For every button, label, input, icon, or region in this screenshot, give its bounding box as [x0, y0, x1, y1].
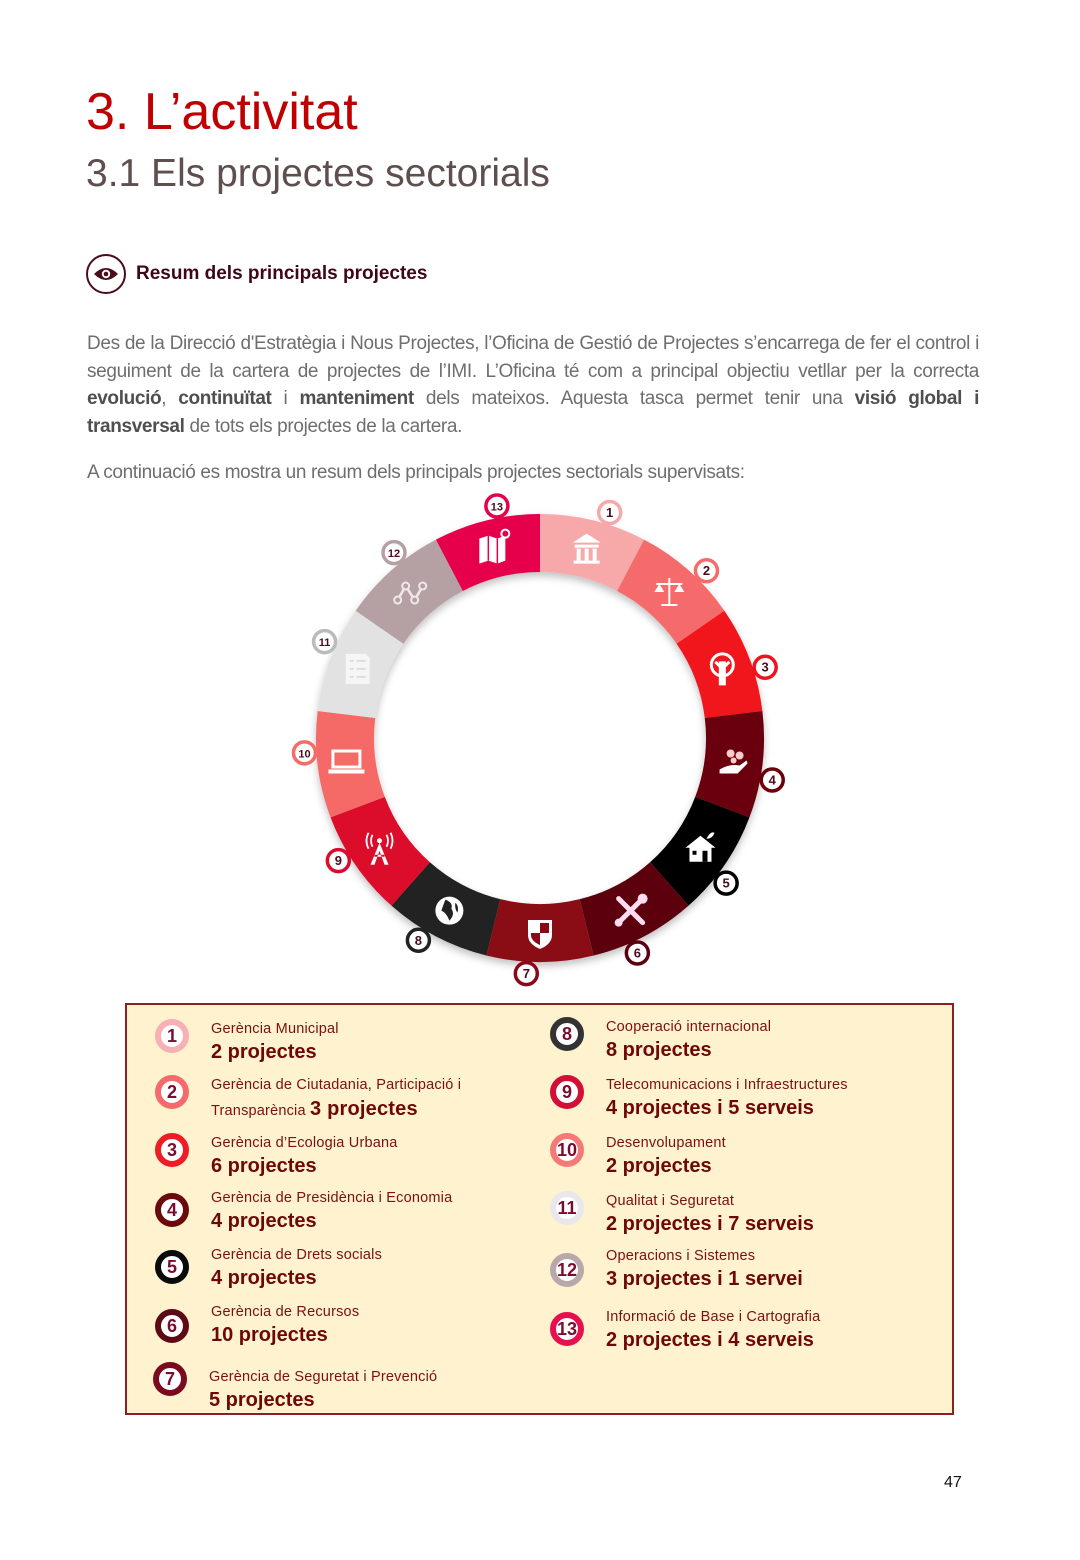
globe-icon [435, 897, 463, 925]
ring-badge-label: 4 [768, 772, 776, 788]
bold-manteniment: manteniment [299, 388, 414, 409]
ring-badge-10 [293, 742, 315, 764]
legend-name: Operacions i Sistemes [606, 1248, 756, 1264]
badge-4: 4 [155, 1193, 189, 1227]
laptop-icon [328, 750, 364, 774]
ring-badge-label: 6 [633, 945, 641, 961]
badge-8: 8 [550, 1017, 584, 1051]
ring-badge-1 [599, 502, 621, 524]
ring-badge-label: 10 [298, 748, 311, 761]
intro-separator: i [271, 388, 300, 409]
badge-2: 2 [155, 1075, 189, 1109]
badge-13: 13 [550, 1312, 584, 1346]
badge-10: 10 [550, 1133, 584, 1167]
legend-box [125, 1003, 954, 1415]
legend-name: Gerència de Seguretat i Prevenció [209, 1369, 438, 1385]
ring-badge-9 [327, 850, 349, 872]
intro-text: Des de la Direcció d'Estratègia i Nous Projectes, l’Oficina de Gestió de Projectes s’encarrega de fer el control i seguiment de la cartera de projectes de l’IMI. L’Oficina té com a principal objectiu vetllar per la correcta [87, 333, 979, 382]
ring-badge-6 [626, 942, 648, 964]
legend-count: 8 projectes [606, 1039, 712, 1061]
legend-name: Cooperació internacional [606, 1019, 772, 1035]
legend-name: Gerència Municipal [211, 1021, 339, 1037]
legend-name: Gerència d’Ecologia Urbana [211, 1135, 398, 1151]
legend-count: 2 projectes i 4 serveis [606, 1329, 814, 1351]
intro-separator: , [161, 388, 179, 409]
ring-badge-label: 5 [722, 875, 730, 891]
ring-badge-8 [407, 929, 429, 951]
legend-count: 10 projectes [211, 1324, 328, 1346]
ring-badge-11 [314, 631, 336, 653]
badge-7: 7 [153, 1362, 187, 1396]
legend-name: Gerència de Presidència i Economia [211, 1190, 453, 1206]
legend-count: 5 projectes [209, 1389, 315, 1411]
ring-badge-label: 2 [702, 563, 711, 579]
intro-text: de tots els projectes de la cartera. [184, 415, 463, 437]
ring-badge-label: 7 [522, 966, 530, 982]
legend-count: 2 projectes [606, 1155, 712, 1177]
ring-badge-label: 11 [318, 637, 331, 650]
legend-name: Desenvolupament [606, 1135, 726, 1151]
ring-badge-label: 8 [414, 932, 423, 948]
eye-icon [86, 254, 126, 294]
legend-name: Qualitat i Seguretat [606, 1193, 735, 1209]
ring-badge-7 [515, 963, 537, 985]
badge-12: 12 [550, 1253, 584, 1287]
legend-count: 2 projectes [211, 1041, 317, 1063]
projects-ring-diagram [290, 490, 790, 990]
legend-count: 4 projectes i 5 serveis [606, 1097, 814, 1119]
bold-continuitat: continuïtat [178, 388, 272, 409]
badge-5: 5 [155, 1250, 189, 1284]
badge-11: 11 [550, 1191, 584, 1225]
legend-count: 3 projectes i 1 servei [606, 1268, 803, 1290]
ring-badge-5 [715, 872, 737, 894]
badge-3: 3 [155, 1133, 189, 1167]
ring-badge-label: 13 [490, 501, 504, 514]
intro-text: dels mateixos. Aquesta tasca permet tenir una [413, 388, 855, 409]
legend-count: 6 projectes [211, 1155, 317, 1177]
chapter-title: 3. L’activitat [86, 83, 358, 141]
summary-intro: A continuació es mostra un resum dels principals projectes sectorials supervisats: [87, 462, 745, 483]
ring-badge-label: 3 [761, 659, 769, 675]
ring-badge-4 [761, 769, 783, 791]
legend-count: 4 projectes [211, 1210, 317, 1232]
checklist-icon [346, 654, 370, 684]
section-subtitle: 3.1 Els projectes sectorials [86, 152, 550, 195]
ring-badge-label: 12 [387, 548, 401, 561]
legend-name: Telecomunicacions i Infraestructures [606, 1077, 848, 1093]
badge-1: 1 [155, 1019, 189, 1053]
section-title: Resum dels principals projectes [136, 263, 428, 284]
legend-count: 3 projectes [309, 1098, 418, 1120]
ring-badge-13 [486, 495, 508, 517]
ring-badge-3 [754, 656, 776, 678]
bold-evolucio: evolució [87, 388, 162, 409]
ring-badge-12 [383, 542, 405, 564]
legend-name-line2 [211, 1097, 418, 1123]
ring-badge-label: 9 [334, 853, 342, 869]
section-heading [86, 254, 427, 294]
intro-paragraph [87, 330, 979, 440]
legend-name: Gerència de Drets socials [211, 1247, 383, 1263]
legend-count: 2 projectes i 7 serveis [606, 1213, 814, 1235]
page-number: 47 [944, 1474, 962, 1491]
legend-name: Gerència de Ciutadania, Participació i [211, 1077, 462, 1093]
badge-9: 9 [550, 1075, 584, 1109]
legend-name: Gerència de Recursos [211, 1304, 360, 1320]
legend-count: 4 projectes [211, 1267, 317, 1289]
legend-name-cont: Transparència [211, 1103, 306, 1119]
ring-badge-2 [695, 560, 717, 582]
bold-visio-global: visió global i transversal [87, 388, 980, 437]
legend-name: Informació de Base i Cartografia [606, 1309, 821, 1325]
badge-6: 6 [155, 1309, 189, 1343]
ring-badge-label: 1 [606, 505, 614, 521]
